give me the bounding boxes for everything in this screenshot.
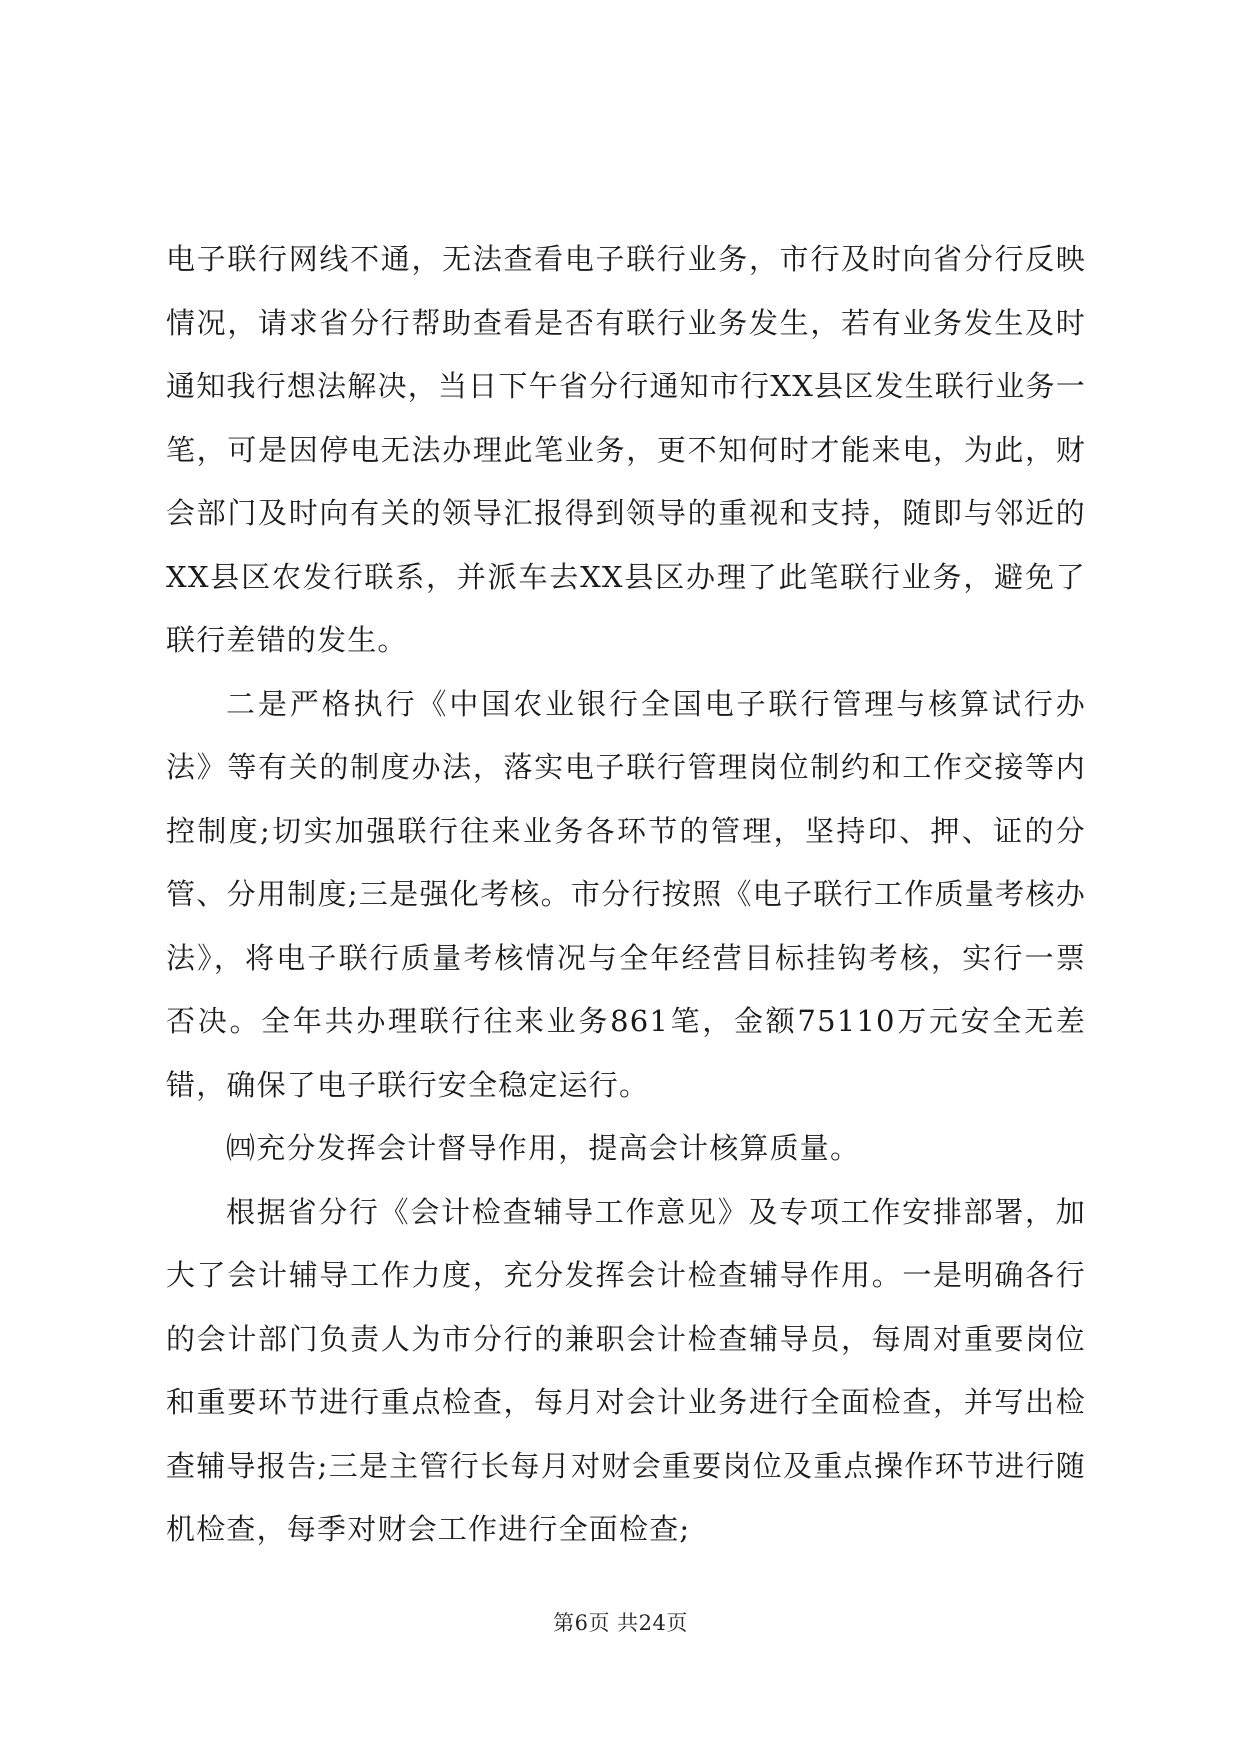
- page-footer: [0, 1607, 1241, 1637]
- page-number: 第6页 共24页: [553, 1611, 688, 1635]
- paragraph-3: 根据省分行《会计检查辅导工作意见》及专项工作安排部署，加大了会计辅导工作力度，充分发挥会计检查辅导作用。一是明确各行的会计部门负责人为市分行的兼职会计检查辅导员，每周对重要岗位和重要环节进行重点检查，每月对会计业务进行全面检查，并写出检查辅导报告;三是主管行长每月对财会重要岗位及重点操作环节进行随机检查，每季对财会工作进行全面检查;: [166, 1194, 1086, 1546]
- section-heading: ㈣充分发挥会计督导作用，提高会计核算质量。: [226, 1131, 861, 1165]
- paragraph-1: 电子联行网线不通，无法查看电子联行业务，市行及时向省分行反映情况，请求省分行帮助查看是否有联行业务发生，若有业务发生及时通知我行想法解决，当日下午省分行通知市行XX县区发生联行业务一笔，可是因停电无法办理此笔业务，更不知何时才能来电，为此，财会部门及时向有关的领导汇报得到领导的重视和支持，随即与邻近的XX县区农发行联系，并派车去XX县区办理了此笔联行业务，避免了联行差错的发生。: [166, 242, 1086, 657]
- paragraph-2: 二是严格执行《中国农业银行全国电子联行管理与核算试行办法》等有关的制度办法，落实电子联行管理岗位制约和工作交接等内控制度;切实加强联行往来业务各环节的管理，坚持印、押、证的分管、分用制度;三是强化考核。市分行按照《电子联行工作质量考核办法》，将电子联行质量考核情况与全年经营目标挂钩考核，实行一票否决。全年共办理联行往来业务861笔，金额75110万元安全无差错，确保了电子联行安全稳定运行。: [166, 686, 1086, 1102]
- document-body: [166, 228, 1086, 1562]
